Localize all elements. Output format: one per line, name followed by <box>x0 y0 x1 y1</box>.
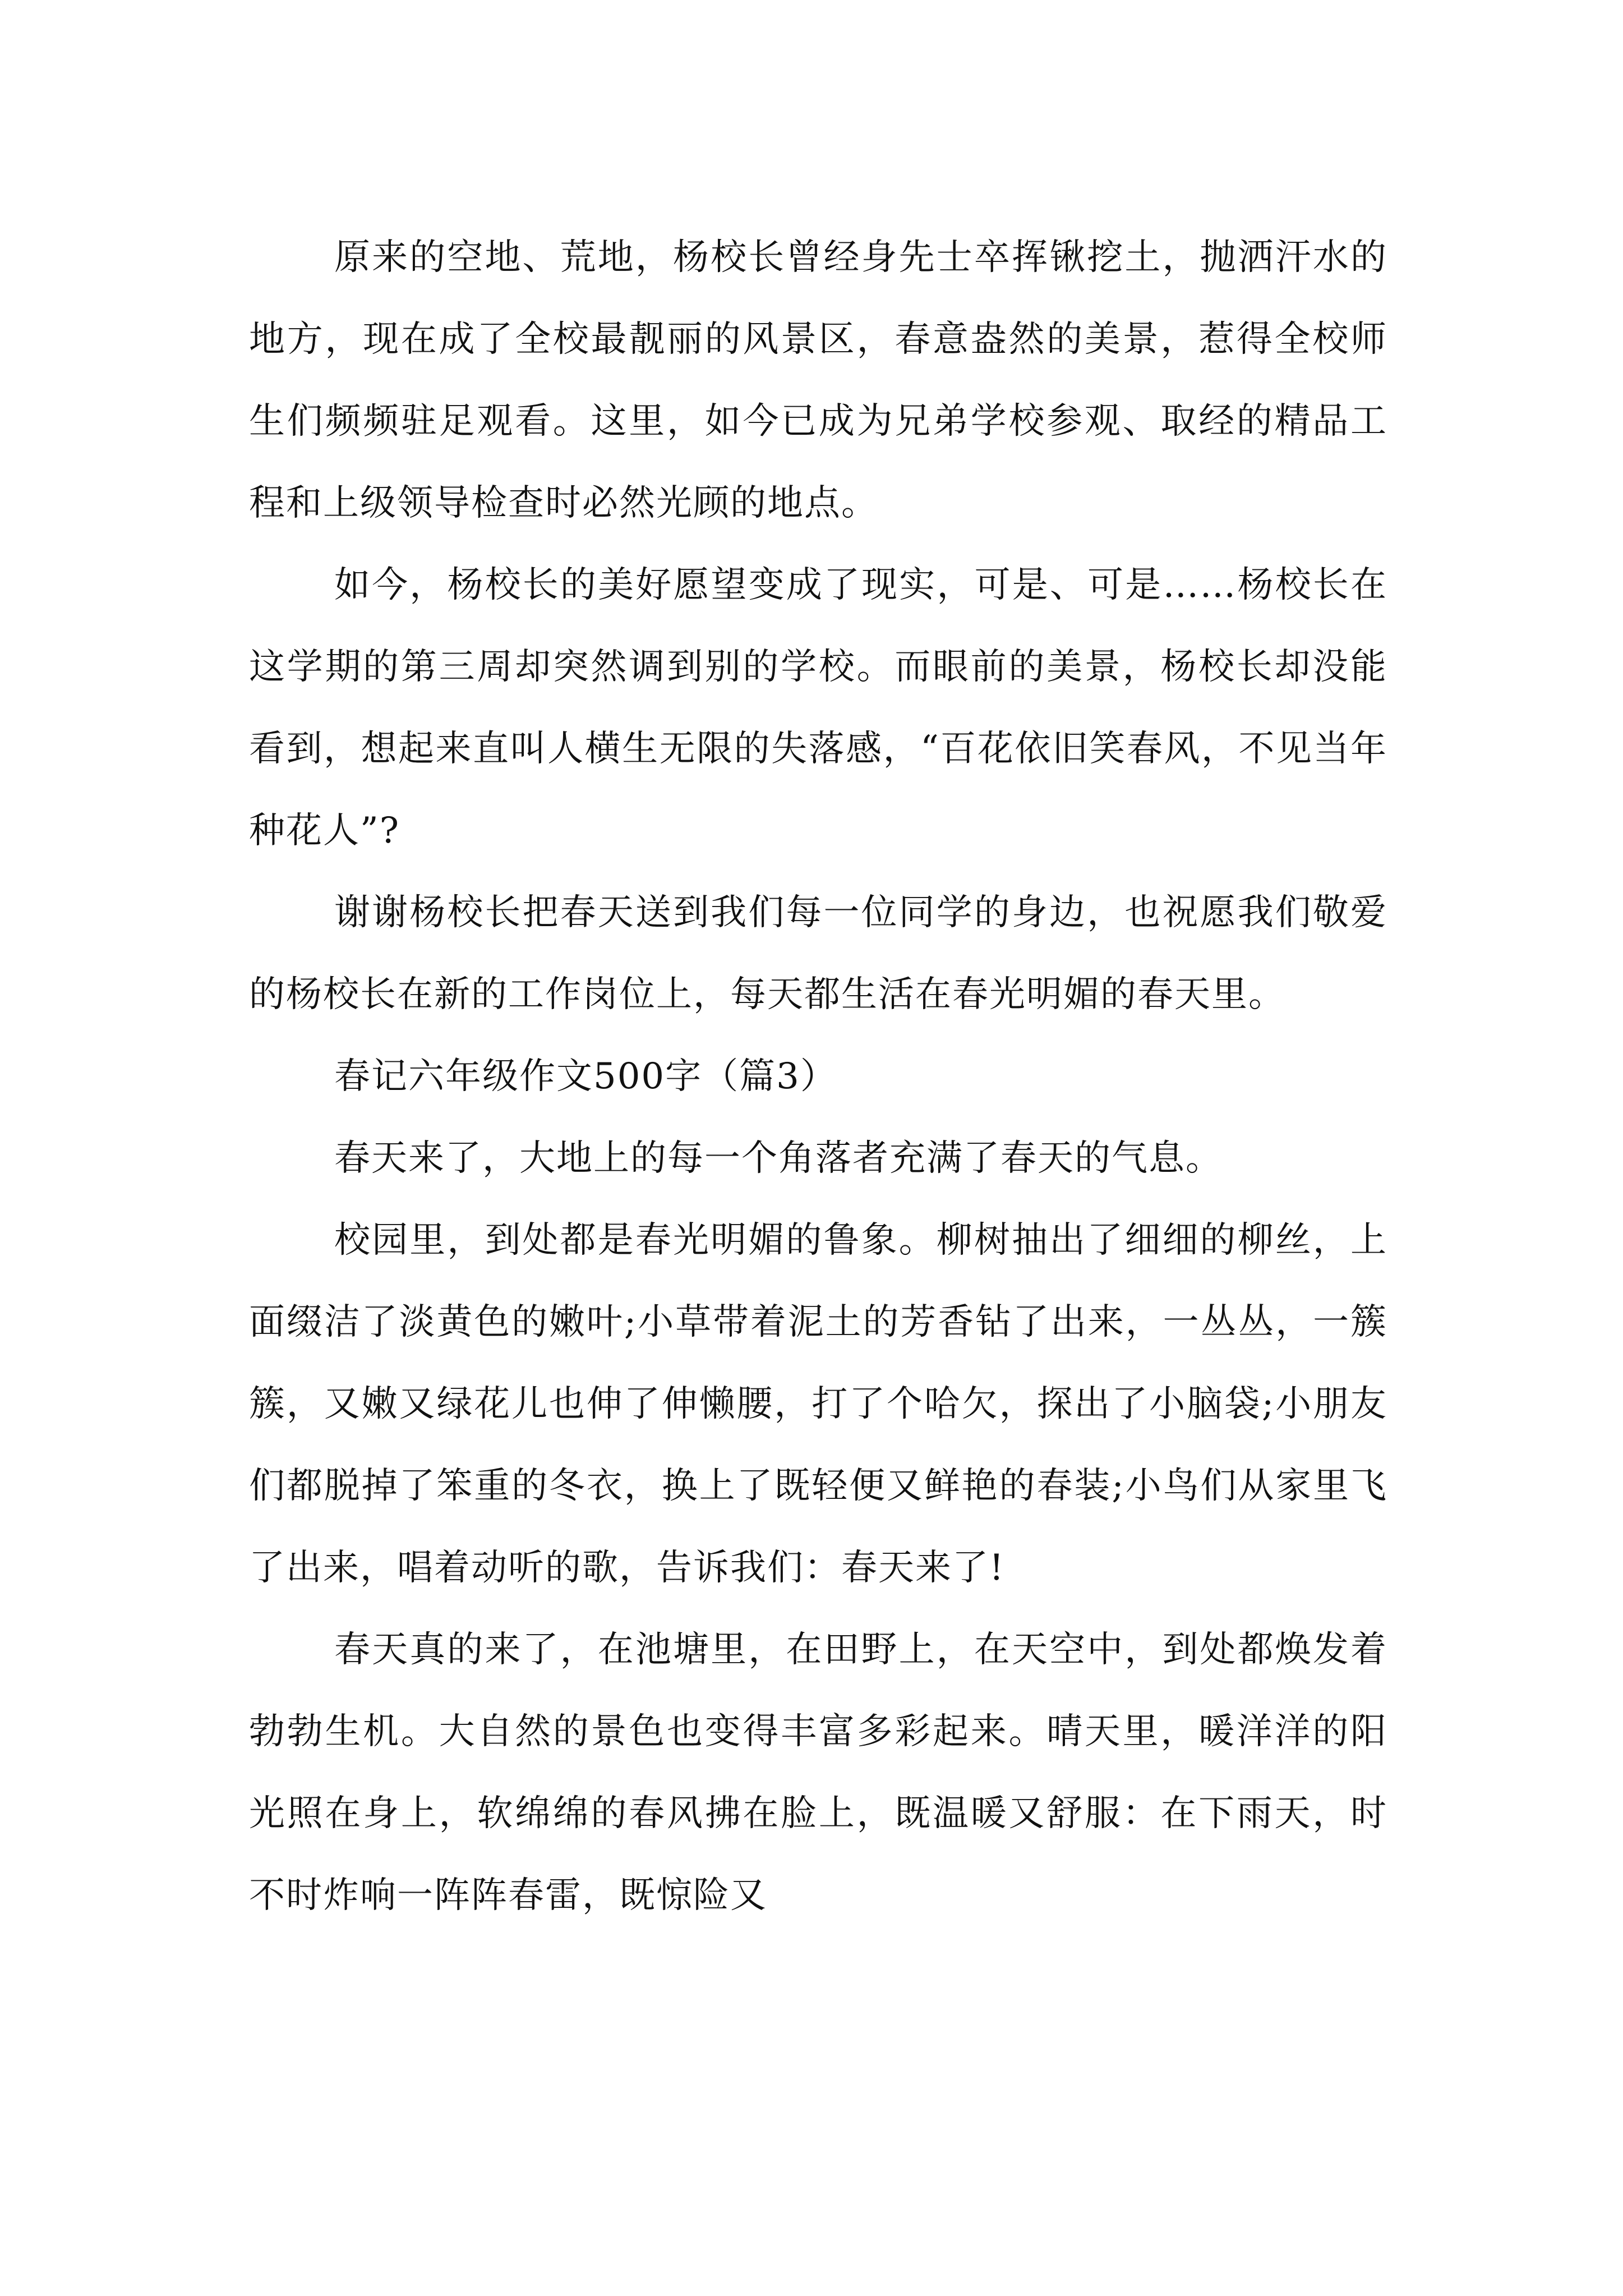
paragraph-campus-scene: 校园里，到处都是春光明媚的鲁象。柳树抽出了细细的柳丝，上面缀洁了淡黄色的嫩叶;小草带着泥土的芳香钻了出来，一丛丛，一簇簇，又嫩又绿花儿也伸了伸懒腰，打了个哈欠，探出了小脑袋;小朋友们都脱掉了笨重的冬衣，换上了既轻便又鲜艳的春装;小鸟们从家里飞了出来，唱着动听的歌，告诉我们：春天来了! <box>249 1220 1387 1589</box>
document-body <box>249 217 1387 1936</box>
paragraph-thanks: 谢谢杨校长把春天送到我们每一位同学的身边，也祝愿我们敬爱的杨校长在新的工作岗位上，每天都生活在春光明媚的春天里。 <box>249 892 1387 1015</box>
paragraph-school-landscape: 原来的空地、荒地，杨校长曾经身先士卒挥锹挖土，抛洒汗水的地方，现在成了全校最靓丽的风景区，春意盎然的美景，惹得全校师生们频频驻足观看。这里，如今已成为兄弟学校参观、取经的精品工程和上级领导检查时必然光顾的地点。 <box>249 237 1387 524</box>
paragraph-nature-scene: 春天真的来了，在池塘里，在田野上，在天空中，到处都焕发着勃勃生机。大自然的景色也变得丰富多彩起来。晴天里，暖洋洋的阳光照在身上，软绵绵的春风拂在脸上，既温暖又舒服：在下雨天，时不时炸响一阵阵春雷，既惊险又 <box>249 1629 1387 1916</box>
paragraph-principal-transfer: 如今，杨校长的美好愿望变成了现实，可是、可是……杨校长在这学期的第三周却突然调到别的学校。而眼前的美景，杨校长却没能看到，想起来直叫人横生无限的失落感，“百花依旧笑春风，不见当年种花人”? <box>249 564 1387 852</box>
paragraph-spring-arrives: 春天来了，大地上的每一个角落者充满了春天的气息。 <box>334 1138 1223 1179</box>
section-heading: 春记六年级作文500字（篇3） <box>334 1056 837 1097</box>
